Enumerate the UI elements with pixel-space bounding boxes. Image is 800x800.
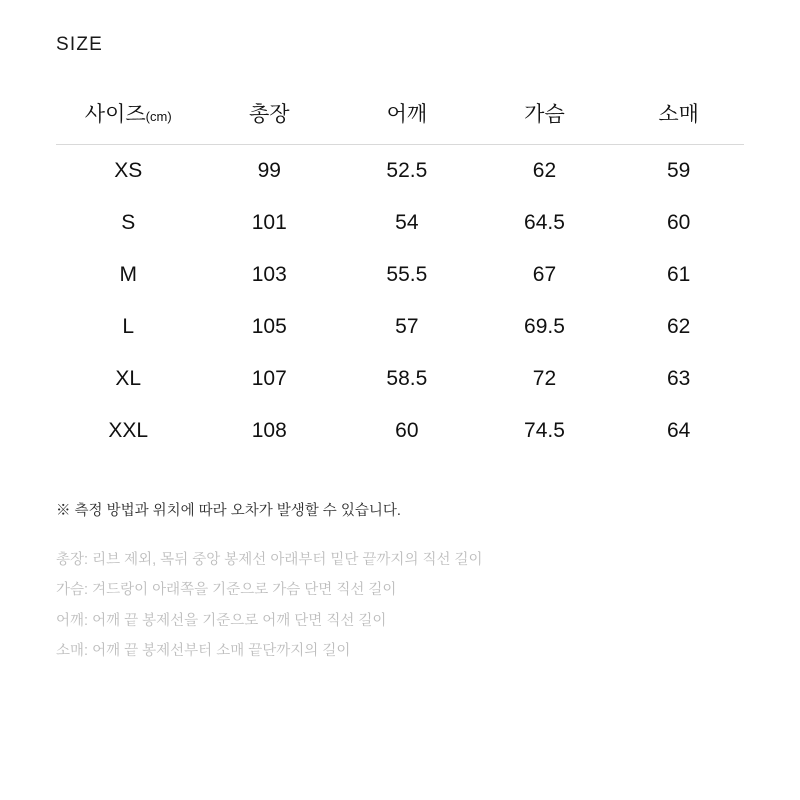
cell-size: XL xyxy=(115,367,142,390)
cell-length: 105 xyxy=(251,315,287,338)
column-header-shoulder: 어깨 xyxy=(338,90,476,145)
cell-chest: 69.5 xyxy=(524,315,565,338)
cell-shoulder: 58.5 xyxy=(386,367,428,390)
cell-length: 101 xyxy=(251,211,287,234)
cell-shoulder: 55.5 xyxy=(386,263,428,286)
table-row xyxy=(56,405,744,457)
column-header-size xyxy=(56,90,200,145)
column-header-length: 총장 xyxy=(200,90,338,145)
column-header-chest: 가슴 xyxy=(476,90,614,145)
table-row xyxy=(56,249,744,301)
cell-sleeve: 62 xyxy=(666,315,691,338)
table-row xyxy=(56,145,744,198)
cell-size: S xyxy=(121,211,136,234)
column-header-size-unit: (cm) xyxy=(145,109,172,124)
cell-sleeve: 64 xyxy=(666,419,691,442)
table-header xyxy=(56,90,744,145)
description-chest: 가슴: 겨드랑이 아래쪽을 기준으로 가슴 단면 직선 길이 xyxy=(56,582,397,599)
description-length: 총장: 리브 제외, 목뒤 중앙 봉제선 아래부터 밑단 끝까지의 직선 길이 xyxy=(56,551,483,568)
cell-size: M xyxy=(119,263,137,286)
cell-shoulder: 57 xyxy=(395,315,419,338)
size-table xyxy=(56,90,744,457)
page-title: SIZE xyxy=(56,34,104,55)
cell-length: 99 xyxy=(257,159,281,182)
cell-chest: 74.5 xyxy=(524,419,565,442)
table-header-row xyxy=(56,90,744,145)
column-header-size-label: 사이즈 xyxy=(84,103,146,126)
table-body xyxy=(56,145,744,458)
cell-length: 103 xyxy=(251,263,287,286)
cell-size: L xyxy=(122,315,135,338)
cell-chest: 72 xyxy=(532,367,557,390)
cell-chest: 67 xyxy=(532,263,557,286)
cell-chest: 64.5 xyxy=(524,211,565,234)
column-header-sleeve: 소매 xyxy=(613,90,744,145)
description-sleeve: 소매: 어깨 끝 봉제선부터 소매 끝단까지의 길이 xyxy=(56,643,351,660)
cell-sleeve: 60 xyxy=(666,211,691,234)
cell-shoulder: 60 xyxy=(395,419,419,442)
cell-sleeve: 61 xyxy=(666,263,691,286)
cell-shoulder: 54 xyxy=(395,211,419,234)
table-row xyxy=(56,197,744,249)
table-row xyxy=(56,301,744,353)
measurement-descriptions xyxy=(56,545,744,667)
cell-sleeve: 59 xyxy=(666,159,691,182)
cell-size: XS xyxy=(114,159,143,182)
table-row xyxy=(56,353,744,405)
cell-chest: 62 xyxy=(532,159,557,182)
cell-size: XXL xyxy=(108,419,149,442)
cell-length: 108 xyxy=(251,419,287,442)
cell-shoulder: 52.5 xyxy=(386,159,428,182)
description-shoulder: 어깨: 어깨 끝 봉제선을 기준으로 어깨 단면 직선 길이 xyxy=(56,612,387,629)
cell-sleeve: 63 xyxy=(666,367,691,390)
measurement-disclaimer: ※ 측정 방법과 위치에 따라 오차가 발생할 수 있습니다. xyxy=(56,503,401,519)
cell-length: 107 xyxy=(251,367,287,390)
